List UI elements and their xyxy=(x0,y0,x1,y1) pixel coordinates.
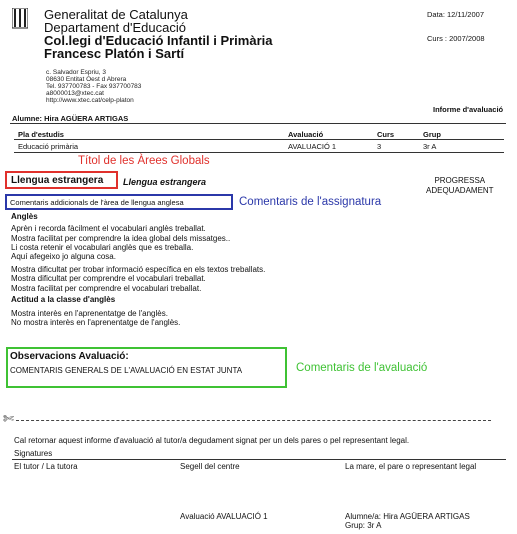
qualification-line2: ADEQUADAMENT xyxy=(426,186,494,195)
table-header-evaluation: Avaluació xyxy=(288,130,324,139)
school-phone: Tel. 937700783 - Fax 937700783 xyxy=(46,83,142,90)
signature-school-seal: Segell del centre xyxy=(180,462,240,471)
table-cell-course: 3 xyxy=(377,142,382,151)
header-divider xyxy=(10,123,506,124)
school-email: a8000013@xtec.cat xyxy=(46,90,104,97)
comment-line: No mostra interès en l'aprenentatge de l'anglès. xyxy=(11,318,181,327)
comment-line: Mostra dificultat per trobar informació específica en els textos treballats. xyxy=(11,265,266,274)
school-postcode: 08630 Entitat Oest d Abrera xyxy=(46,76,127,83)
section-title-angles: Anglès xyxy=(11,212,38,221)
report-date: Data: 12/11/2007 xyxy=(427,10,484,19)
table-header-group: Grup xyxy=(423,130,441,139)
annotation-areas-title: Títol de les Àrees Globals xyxy=(78,155,210,167)
scissors-icon: ✄ xyxy=(3,411,14,426)
annotation-evaluation-comments: Comentaris de l'avaluació xyxy=(296,362,428,374)
comment-line: Li costa retenir el vocabulari anglès que es treballa. xyxy=(11,243,194,252)
coat-of-arms-logo xyxy=(12,8,28,30)
return-instruction: Cal retornar aquest informe d'avaluació al tutor/a degudament signat per un dels pares o pel representant legal. xyxy=(14,436,410,445)
department-name: Departament d'Educació xyxy=(44,20,186,35)
school-name-line1: Col.legi d'Educació Infantil i Primària xyxy=(44,33,273,48)
footer-student: Alumne/a: Hira AGÜERA ARTIGAS xyxy=(345,512,470,521)
signature-tutor: El tutor / La tutora xyxy=(14,462,78,471)
signatures-title: Signatures xyxy=(14,449,53,458)
footer-evaluation: Avaluació AVALUACIÓ 1 xyxy=(180,512,268,521)
table-cell-plan: Educació primària xyxy=(18,142,79,151)
table-header-plan: Pla d'estudis xyxy=(18,130,64,139)
org-name: Generalitat de Catalunya xyxy=(44,7,188,22)
comment-line: Mostra facilitat per comprendre el vocabulari treballat. xyxy=(11,284,202,293)
section-title-attitude: Actitud a la classe d'anglès xyxy=(11,295,116,304)
comment-line: Mostra dificultat per comprendre el vocabulari treballat. xyxy=(11,274,206,283)
student-name: Alumne: Hira AGÜERA ARTIGAS xyxy=(12,114,129,123)
signatures-divider xyxy=(12,459,506,460)
table-header-course: Curs xyxy=(377,130,395,139)
observations-title: Observacions Avaluació: xyxy=(10,351,129,362)
footer-group: Grup: 3r A xyxy=(345,521,382,530)
table-cell-evaluation: AVALUACIÓ 1 xyxy=(288,142,337,151)
table-header-divider xyxy=(14,139,504,140)
school-address: c. Salvador Espriu, 3 xyxy=(46,69,106,76)
comment-line: Aprèn i recorda fàcilment el vocabulari anglès treballat. xyxy=(11,224,206,233)
report-title: Informe d'avaluació xyxy=(433,105,504,114)
global-area-title: Llengua estrangera xyxy=(11,175,104,186)
qualification-line1: PROGRESSA xyxy=(434,176,486,185)
subject-area-title: Llengua estrangera xyxy=(123,177,207,187)
table-bottom-divider xyxy=(14,152,504,153)
additional-comments: Comentaris addicionals de l'àrea de llengua anglesa xyxy=(10,198,184,207)
school-year: Curs : 2007/2008 xyxy=(427,34,485,43)
table-cell-group: 3r A xyxy=(423,142,437,151)
comment-line: Mostra interès en l'aprenentatge de l'anglès. xyxy=(11,309,168,318)
cut-line xyxy=(16,420,491,421)
school-name-line2: Francesc Platón i Sartí xyxy=(44,46,185,61)
school-website: http://www.xtec.cat/celp-platon xyxy=(46,97,134,104)
qualification xyxy=(426,176,494,196)
annotation-subject-comments: Comentaris de l'assignatura xyxy=(239,196,382,208)
observations-text: COMENTARIS GENERALS DE L'AVALUACIÓ EN ESTAT JUNTA xyxy=(10,366,243,375)
signature-parent: La mare, el pare o representant legal xyxy=(345,462,477,471)
comment-line: Mostra facilitat per comprendre la idea global dels missatges.. xyxy=(11,234,231,243)
comment-line: Aquí afegeixo jo alguna cosa. xyxy=(11,252,116,261)
